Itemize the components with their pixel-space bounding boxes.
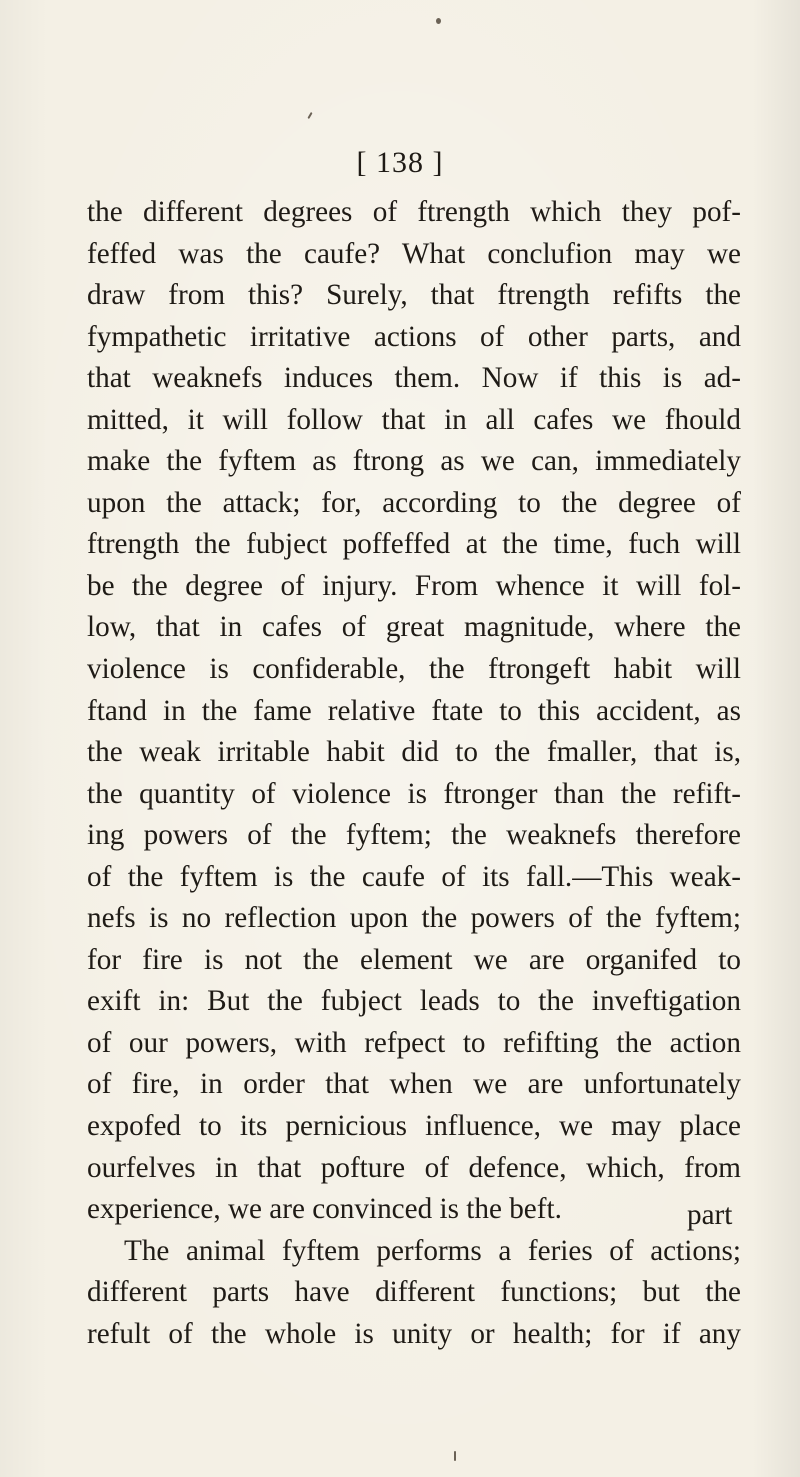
- text-line: that weaknefs induces them. Now if this is ad-: [87, 362, 741, 395]
- scan-speck: [436, 18, 441, 24]
- text-line: refult of the whole is unity or health; for if any: [87, 1317, 741, 1350]
- text-line: for fire is not the element we are organifed to: [87, 943, 741, 976]
- text-line: the different degrees of ftrength which they pof-: [87, 196, 741, 228]
- text-line: the weak irritable habit did to the fmaller, that is,: [87, 736, 741, 769]
- text-line: ourfelves in that pofture of defence, which, from: [87, 1151, 741, 1184]
- text-line: upon the attack; for, according to the degree of: [87, 486, 741, 519]
- text-line: The animal fyftem performs a feries of actions;: [124, 1234, 741, 1267]
- text-line: of the fyftem is the caufe of its fall.—This weak-: [87, 860, 741, 893]
- text-line: make the fyftem as ftrong as we can, immediately: [87, 445, 741, 478]
- text-line: be the degree of injury. From whence it will fol-: [87, 569, 741, 602]
- text-line: expofed to its pernicious influence, we may place: [87, 1110, 741, 1143]
- page-number: [ 138 ]: [356, 146, 444, 179]
- text-line: violence is confiderable, the ftrongeft habit will: [87, 653, 741, 686]
- text-line: mitted, it will follow that in all cafes we fhould: [87, 403, 741, 436]
- body-text: [87, 192, 741, 1355]
- text-line: ftand in the fame relative ftate to this accident, as: [87, 694, 741, 727]
- text-line: draw from this? Surely, that ftrength refifts the: [87, 279, 741, 312]
- text-line: different parts have different functions; but the: [87, 1276, 741, 1309]
- scan-speck: [454, 1451, 456, 1461]
- catchword: part: [687, 1199, 733, 1231]
- text-line: ing powers of the fyftem; the weaknefs therefore: [87, 819, 741, 852]
- text-line: of our powers, with refpect to refifting the action: [87, 1026, 741, 1059]
- text-line: the quantity of violence is ftronger than the refift-: [87, 777, 741, 810]
- text-line: of fire, in order that when we are unfortunately: [87, 1068, 741, 1101]
- text-line: nefs is no reflection upon the powers of the fyftem;: [87, 902, 741, 935]
- text-line: fympathetic irritative actions of other parts, and: [87, 320, 741, 353]
- text-line: experience, we are convinced is the beft.: [87, 1193, 562, 1226]
- text-line: feffed was the caufe? What conclufion may we: [87, 237, 741, 270]
- text-line: low, that in cafes of great magnitude, where the: [87, 611, 741, 644]
- text-line: ftrength the fubject poffeffed at the time, fuch will: [87, 528, 741, 561]
- text-line: exift in: But the fubject leads to the inveftigation: [87, 985, 741, 1018]
- scan-speck: [307, 112, 312, 119]
